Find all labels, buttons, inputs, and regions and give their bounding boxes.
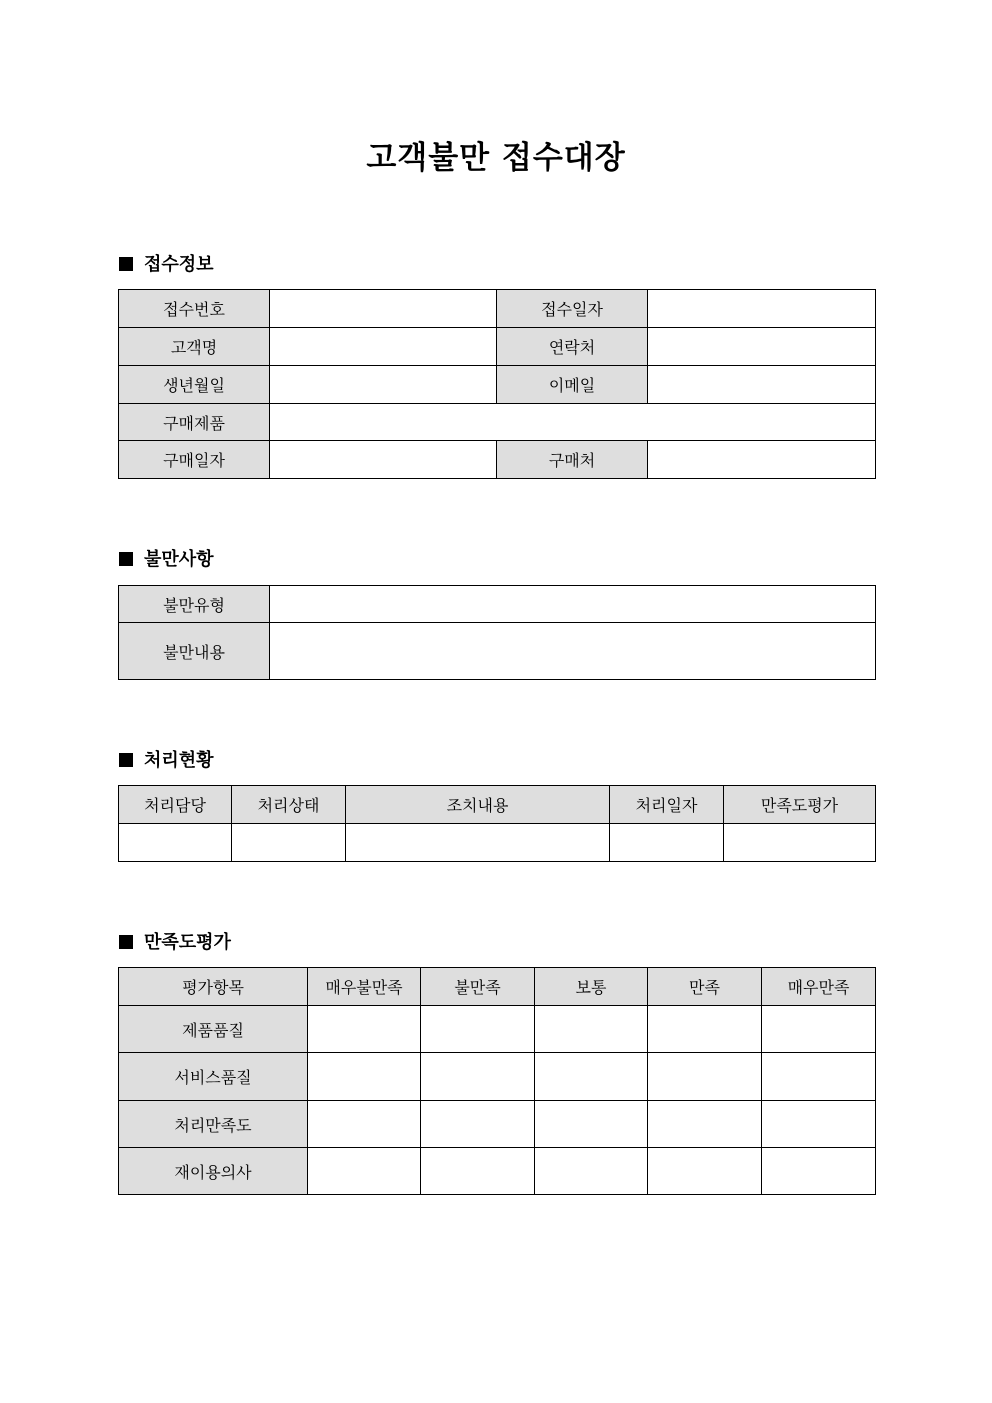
row-label-reuse-intention: 재이용의사 <box>119 1148 308 1195</box>
section-heading-label: 처리현황 <box>144 750 214 771</box>
processing-table <box>118 785 876 862</box>
column-header-dissatisfied: 불만족 <box>421 968 535 1006</box>
row-label-product-quality: 제품품질 <box>119 1006 308 1053</box>
row-label-service-quality: 서비스품질 <box>119 1053 308 1101</box>
table-header-row <box>119 968 876 1006</box>
square-bullet-icon <box>119 935 133 949</box>
complaint-type-label: 불만유형 <box>119 586 270 623</box>
rating-cell[interactable] <box>421 1053 535 1101</box>
product-field[interactable] <box>270 404 876 441</box>
table-row <box>119 366 876 404</box>
column-header-satisfaction: 만족도평가 <box>724 786 876 824</box>
column-header-item: 평가항목 <box>119 968 308 1006</box>
receipt-date-label: 접수일자 <box>497 290 648 328</box>
rating-cell[interactable] <box>421 1101 535 1148</box>
column-header-date: 처리일자 <box>610 786 724 824</box>
rating-cell[interactable] <box>308 1053 421 1101</box>
table-row <box>119 404 876 441</box>
table-row <box>119 1006 876 1053</box>
table-row <box>119 1148 876 1195</box>
purchase-place-field[interactable] <box>648 441 876 479</box>
receipt-date-field[interactable] <box>648 290 876 328</box>
table-header-row <box>119 786 876 824</box>
receipt-no-label: 접수번호 <box>119 290 270 328</box>
rating-cell[interactable] <box>762 1101 876 1148</box>
table-row <box>119 824 876 862</box>
complaint-table <box>118 585 876 680</box>
section-heading-processing <box>119 749 214 773</box>
section-heading-label: 불만사항 <box>144 549 214 570</box>
receipt-no-field[interactable] <box>270 290 497 328</box>
column-header-action: 조치내용 <box>346 786 610 824</box>
customer-name-label: 고객명 <box>119 328 270 366</box>
complaint-type-field[interactable] <box>270 586 876 623</box>
table-row <box>119 586 876 623</box>
column-header-neutral: 보통 <box>535 968 648 1006</box>
complaint-content-field[interactable] <box>270 623 876 680</box>
table-row <box>119 328 876 366</box>
status-field[interactable] <box>232 824 346 862</box>
action-field[interactable] <box>346 824 610 862</box>
column-header-status: 처리상태 <box>232 786 346 824</box>
column-header-satisfied: 만족 <box>648 968 762 1006</box>
purchase-date-label: 구매일자 <box>119 441 270 479</box>
section-heading-reception <box>119 253 214 277</box>
section-heading-label: 접수정보 <box>144 254 214 275</box>
rating-cell[interactable] <box>421 1148 535 1195</box>
customer-name-field[interactable] <box>270 328 497 366</box>
section-heading-label: 만족도평가 <box>144 932 231 953</box>
contact-field[interactable] <box>648 328 876 366</box>
product-label: 구매제품 <box>119 404 270 441</box>
birth-date-field[interactable] <box>270 366 497 404</box>
rating-cell[interactable] <box>535 1006 648 1053</box>
page-title: 고객불만 접수대장 <box>366 140 626 176</box>
square-bullet-icon <box>119 552 133 566</box>
rating-cell[interactable] <box>308 1006 421 1053</box>
column-header-very-dissatisfied: 매우불만족 <box>308 968 421 1006</box>
row-label-processing-satisfaction: 처리만족도 <box>119 1101 308 1148</box>
purchase-place-label: 구매처 <box>497 441 648 479</box>
table-row <box>119 1101 876 1148</box>
rating-cell[interactable] <box>648 1053 762 1101</box>
rating-cell[interactable] <box>535 1101 648 1148</box>
table-row <box>119 1053 876 1101</box>
rating-cell[interactable] <box>762 1053 876 1101</box>
table-row <box>119 441 876 479</box>
column-header-very-satisfied: 매우만족 <box>762 968 876 1006</box>
rating-cell[interactable] <box>648 1148 762 1195</box>
rating-cell[interactable] <box>648 1006 762 1053</box>
complaint-content-label: 불만내용 <box>119 623 270 680</box>
satisfaction-field[interactable] <box>724 824 876 862</box>
satisfaction-table <box>118 967 876 1195</box>
rating-cell[interactable] <box>762 1006 876 1053</box>
rating-cell[interactable] <box>762 1148 876 1195</box>
table-row <box>119 290 876 328</box>
birth-date-label: 생년월일 <box>119 366 270 404</box>
column-header-handler: 처리담당 <box>119 786 232 824</box>
rating-cell[interactable] <box>308 1148 421 1195</box>
rating-cell[interactable] <box>308 1101 421 1148</box>
rating-cell[interactable] <box>421 1006 535 1053</box>
email-field[interactable] <box>648 366 876 404</box>
purchase-date-field[interactable] <box>270 441 497 479</box>
reception-info-table <box>118 289 876 479</box>
contact-label: 연락처 <box>497 328 648 366</box>
section-heading-complaint <box>119 548 214 572</box>
rating-cell[interactable] <box>535 1148 648 1195</box>
square-bullet-icon <box>119 753 133 767</box>
processing-date-field[interactable] <box>610 824 724 862</box>
email-label: 이메일 <box>497 366 648 404</box>
section-heading-satisfaction <box>119 931 231 955</box>
rating-cell[interactable] <box>535 1053 648 1101</box>
table-row <box>119 623 876 680</box>
rating-cell[interactable] <box>648 1101 762 1148</box>
handler-field[interactable] <box>119 824 232 862</box>
square-bullet-icon <box>119 257 133 271</box>
